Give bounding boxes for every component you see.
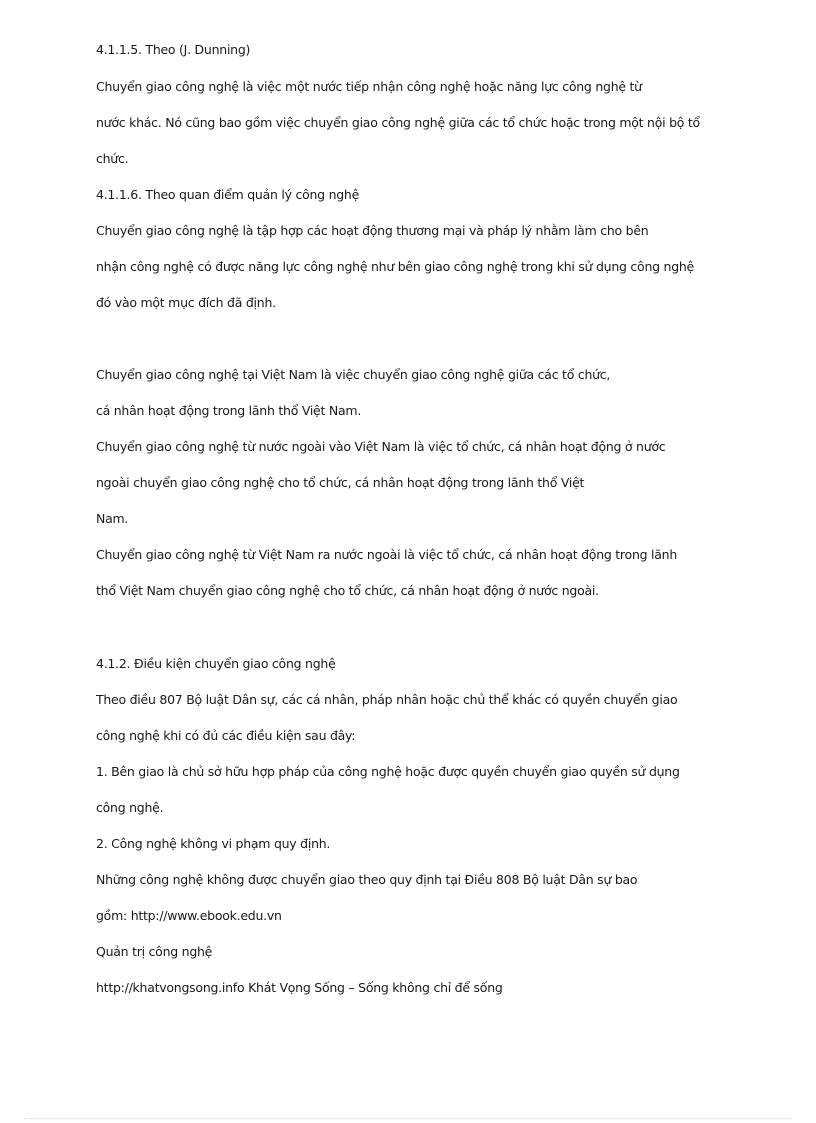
paragraph-line: cá nhân hoạt động trong lãnh thổ Việt Nam. <box>96 403 362 418</box>
page-bottom-rule <box>24 1118 792 1119</box>
book-title-line: Quản trị công nghệ <box>96 944 213 959</box>
paragraph-line: nhận công nghệ có được năng lực công nghệ như bên giao công nghệ trong khi sử dụng công nghệ <box>96 259 694 274</box>
paragraph-line: Theo điều 807 Bộ luật Dân sự, các cá nhân, pháp nhân hoặc chủ thể khác có quyền chuyển giao <box>96 692 678 707</box>
paragraph-line: đó vào một mục đích đã định. <box>96 295 276 310</box>
paragraph-line: chức. <box>96 151 129 166</box>
section-heading-4-1-1-6: 4.1.1.6. Theo quan điểm quản lý công nghệ <box>96 187 360 202</box>
paragraph-line: công nghệ khi có đủ các điều kiện sau đây: <box>96 728 356 743</box>
section-heading-4-1-2: 4.1.2. Điều kiện chuyển giao công nghệ <box>96 656 336 671</box>
paragraph-line: Chuyển giao công nghệ từ nước ngoài vào Việt Nam là việc tổ chức, cá nhân hoạt động ở nước <box>96 439 666 454</box>
paragraph-line: Chuyển giao công nghệ từ Việt Nam ra nước ngoài là việc tổ chức, cá nhân hoạt động trong lãnh <box>96 547 677 562</box>
paragraph-line: Những công nghệ không được chuyển giao theo quy định tại Điều 808 Bộ luật Dân sự bao <box>96 872 638 887</box>
paragraph-line: ngoài chuyển giao công nghệ cho tổ chức, cá nhân hoạt động trong lãnh thổ Việt <box>96 475 585 490</box>
footer-link-line: http://khatvongsong.info Khát Vọng Sống – Sống không chỉ để sống <box>96 980 503 995</box>
paragraph-line: công nghệ. <box>96 800 164 815</box>
section-heading-4-1-1-5: 4.1.1.5. Theo (J. Dunning) <box>96 42 251 57</box>
paragraph-line: Chuyển giao công nghệ tại Việt Nam là việc chuyển giao công nghệ giữa các tổ chức, <box>96 367 611 382</box>
paragraph-line: thổ Việt Nam chuyển giao công nghệ cho tổ chức, cá nhân hoạt động ở nước ngoài. <box>96 583 599 598</box>
paragraph-line: Chuyển giao công nghệ là tập hợp các hoạt động thương mại và pháp lý nhằm làm cho bên <box>96 223 649 238</box>
paragraph-line: gồm: http://www.ebook.edu.vn <box>96 908 282 923</box>
paragraph-line: nước khác. Nó cũng bao gồm việc chuyển giao công nghệ giữa các tổ chức hoặc trong một nội bộ tổ <box>96 115 700 130</box>
list-item-2: 2. Công nghệ không vi phạm quy định. <box>96 836 331 851</box>
list-item-1: 1. Bên giao là chủ sở hữu hợp pháp của công nghệ hoặc được quyền chuyển giao quyền sử dụng <box>96 764 680 779</box>
paragraph-line: Nam. <box>96 511 129 526</box>
paragraph-line: Chuyển giao công nghệ là việc một nước tiếp nhận công nghệ hoặc năng lực công nghệ từ <box>96 79 642 94</box>
